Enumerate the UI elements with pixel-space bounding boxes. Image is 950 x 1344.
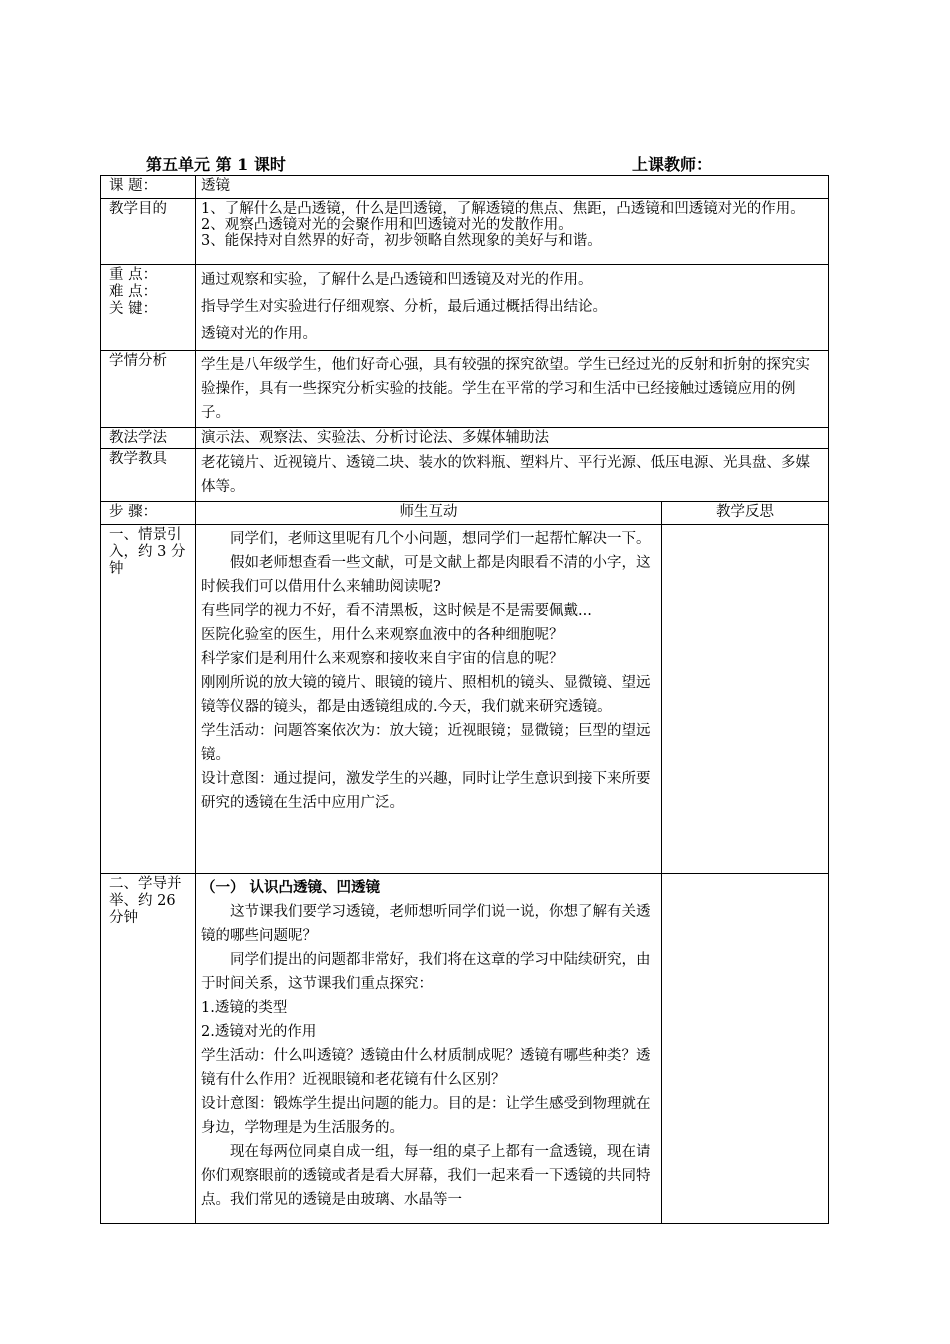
key-points-row: [101, 265, 829, 351]
key-label: 关 键：: [109, 301, 158, 317]
key-points-values: [196, 265, 829, 351]
step1-paragraph: 假如老师想查看一些文献，可是文献上都是肉眼看不清的小字，这时候我们可以借用什么来辅助阅读呢?: [201, 555, 651, 595]
topic-row: [101, 176, 829, 199]
objectives-label: 教学目的: [101, 199, 196, 265]
lesson-plan-table: [100, 175, 829, 1224]
teacher-label: 上课教师：: [632, 155, 713, 174]
steps-label: 步 骤：: [101, 502, 196, 525]
tools-value: 老花镜片、近视镜片、透镜二块、装水的饮料瓶、塑料片、平行光源、低压电源、光具盘、多媒体等。: [196, 449, 829, 502]
key-value: 透镜对光的作用。: [201, 326, 317, 342]
step1-paragraph: 设计意图：通过提问，激发学生的兴趣，同时让学生意识到接下来所要研究的透镜在生活中应用广泛。: [201, 771, 651, 811]
unit-lesson-title: 第五单元 第 1 课时: [146, 155, 286, 174]
objective-item: 2、观察凸透镜对光的会聚作用和凹透镜对光的发散作用。: [201, 217, 573, 233]
reflection-header: 教学反思: [662, 502, 829, 525]
step1-paragraph: 医院化验室的医生，用什么来观察血液中的各种细胞呢？: [201, 627, 564, 643]
focus-value: 通过观察和实验，了解什么是凸透镜和凹透镜及对光的作用。: [201, 272, 593, 288]
step2-paragraph: 学生活动：什么叫透镜？透镜由什么材质制成呢？透镜有哪些种类？透镜有什么作用？近视眼镜和老花镜有什么区别？: [201, 1048, 651, 1088]
step1-paragraph: 科学家们是利用什么来观察和接收来自宇宙的信息的呢？: [201, 651, 564, 667]
tools-row: [101, 449, 829, 502]
step1-label: 一、情景引入，约 3 分钟: [101, 525, 196, 874]
step2-paragraph: 这节课我们要学习透镜，老师想听同学们说一说，你想了解有关透镜的哪些问题呢？: [201, 904, 651, 944]
focus-label: 重 点：: [109, 267, 158, 283]
objectives-row: [101, 199, 829, 265]
difficulty-label: 难 点：: [109, 284, 158, 300]
step1-paragraph: 同学们，老师这里呢有几个小问题，想同学们一起帮忙解决一下。: [230, 531, 651, 547]
step1-paragraph: 有些同学的视力不好，看不清黑板，这时候是不是需要佩戴...: [201, 603, 592, 619]
student-analysis-label: 学情分析: [101, 351, 196, 428]
step2-paragraph: 现在每两位同桌自成一组，每一组的桌子上都有一盒透镜，现在请你们观察眼前的透镜或者是看大屏幕，我们一起来看一下透镜的共同特点。我们常见的透镜是由玻璃、水晶等一: [201, 1144, 651, 1208]
step1-paragraph: 学生活动：问题答案依次为：放大镜；近视眼镜；显微镜；巨型的望远镜。: [201, 723, 651, 763]
methods-value: 演示法、观察法、实验法、分析讨论法、多媒体辅助法: [196, 428, 829, 449]
objective-item: 3、能保持对自然界的好奇，初步领略自然现象的美好与和谐。: [201, 233, 602, 249]
methods-row: [101, 428, 829, 449]
methods-label: 教法学法: [101, 428, 196, 449]
step2-paragraph: 设计意图：锻炼学生提出问题的能力。目的是：让学生感受到物理就在身边，学物理是为生活服务的。: [201, 1096, 651, 1136]
step2-heading: （一） 认识凸透镜、凹透镜: [201, 879, 381, 896]
student-analysis-row: [101, 351, 829, 428]
topic-value: 透镜: [196, 176, 829, 199]
objective-item: 1、了解什么是凸透镜，什么是凹透镜，了解透镜的焦点、焦距，凸透镜和凹透镜对光的作用。: [201, 201, 805, 217]
step1-content: [196, 525, 662, 874]
student-analysis-value: 学生是八年级学生，他们好奇心强，具有较强的探究欲望。学生已经过光的反射和折射的探究实验操作，具有一些探究分析实验的技能。学生在平常的学习和生活中已经接触过透镜应用的例子。: [196, 351, 829, 428]
tools-label: 教学教具: [101, 449, 196, 502]
step1-row: [101, 525, 829, 874]
step1-paragraph: 刚刚所说的放大镜的镜片、眼镜的镜片、照相机的镜头、显微镜、望远镜等仪器的镜头，都是由透镜组成的.今天，我们就来研究透镜。: [201, 675, 651, 715]
page-header: [146, 152, 826, 174]
step2-paragraph: 1.透镜的类型: [201, 1000, 288, 1016]
step2-label: 二、学导并举、约 26 分钟: [101, 874, 196, 1224]
step2-content: [196, 874, 662, 1224]
step2-paragraph: 同学们提出的问题都非常好，我们将在这章的学习中陆续研究，由于时间关系，这节课我们重点探究：: [201, 952, 651, 992]
steps-header-row: [101, 502, 829, 525]
key-points-labels: [101, 265, 196, 351]
topic-label: 课 题：: [101, 176, 196, 199]
step2-row: [101, 874, 829, 1224]
interaction-header: 师生互动: [196, 502, 662, 525]
step2-paragraph: 2.透镜对光的作用: [201, 1024, 317, 1040]
difficulty-value: 指导学生对实验进行仔细观察、分析，最后通过概括得出结论。: [201, 299, 607, 315]
step1-reflection: [662, 525, 829, 874]
objectives-cell: [196, 199, 829, 265]
step2-reflection: [662, 874, 829, 1224]
